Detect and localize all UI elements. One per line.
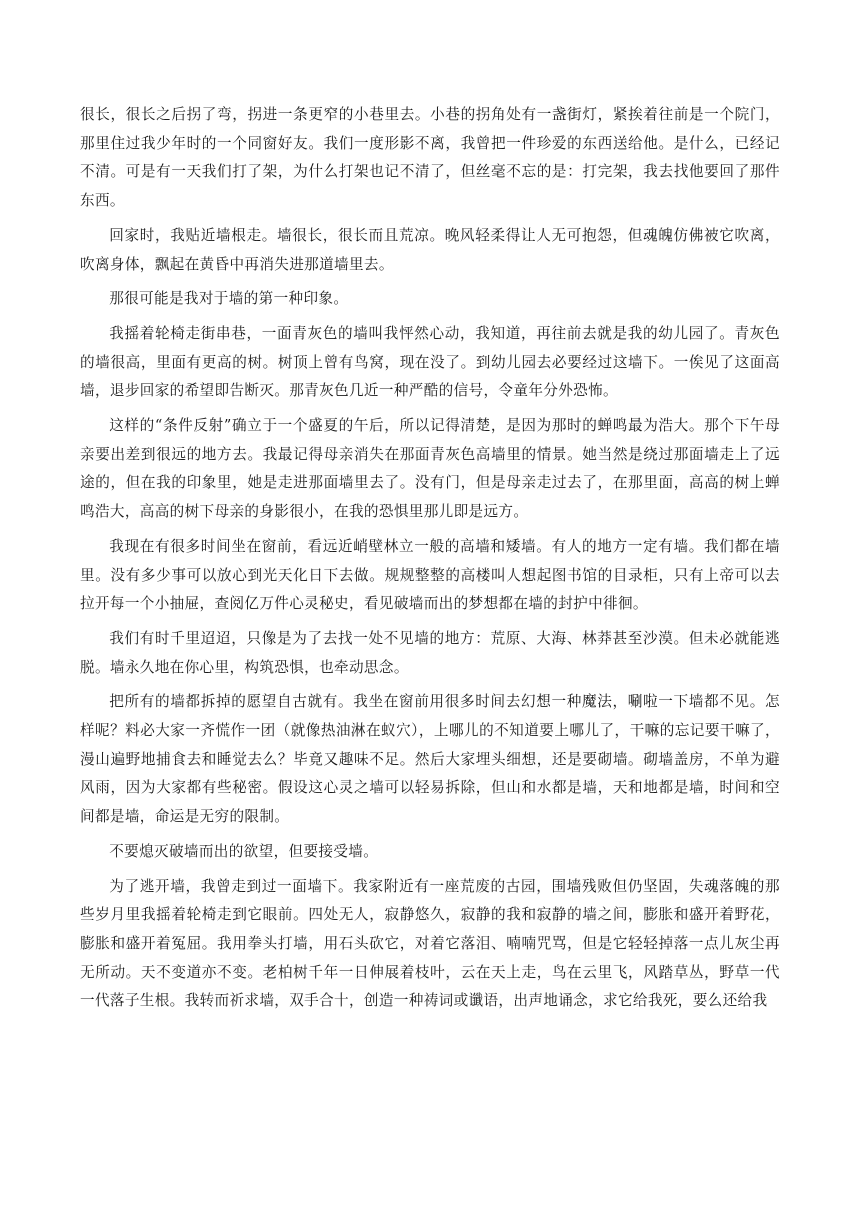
document-body — [80, 101, 780, 1022]
paragraph-3: 那很可能是我对于墙的第一种印象。 — [109, 290, 349, 308]
paragraph-1: 很长，很长之后拐了弯，拐进一条更窄的小巷里去。小巷的拐角处有一盏街灯，紧挨着往前是一个院门，那里住过我少年时的一个同窗好友。我们一度形影不离，我曾把一件珍爱的东西送给他。是什么，已经记不清。可是有一天我们打了架，为什么打架也记不清了，但丝毫不忘的是：打完架，我去找他要回了那件东西。 — [80, 106, 780, 210]
paragraph-10: 为了逃开墙，我曾走到过一面墙下。我家附近有一座荒废的古园，围墙残败但仍坚固，失魂落魄的那些岁月里我摇着轮椅走到它眼前。四处无人，寂静悠久，寂静的我和寂静的墙之间，膨胀和盛开着野花，膨胀和盛开着冤屈。我用拳头打墙，用石头砍它，对着它落泪、喃喃咒骂，但是它轻轻掉落一点儿灰尘再无所动。天不变道亦不变。老柏树千年一日伸展着枝叶，云在天上走，鸟在云里飞，风踏草丛，野草一代一代落子生根。我转而祈求墙，双手合十，创造一种祷词或谶语，出声地诵念，求它给我死，要么还给我 — [80, 877, 780, 1010]
paragraph-6: 我现在有很多时间坐在窗前，看远近峭壁林立一般的高墙和矮墙。有人的地方一定有墙。我们都在墙里。没有多少事可以放心到光天化日下去做。规规整整的高楼叫人想起图书馆的目录柜，只有上帝可以去拉开每一个小抽屉，查阅亿万件心灵秘史，看见破墙而出的梦想都在墙的封护中徘徊。 — [80, 537, 780, 613]
paragraph-4: 我摇着轮椅走街串巷，一面青灰色的墙叫我怦然心动，我知道，再往前去就是我的幼儿园了。青灰色的墙很高，里面有更高的树。树顶上曾有鸟窝，现在没了。到幼儿园去必要经过这墙下。一俟见了这面高墙，退步回家的希望即告断灭。那青灰色几近一种严酷的信号，令童年分外恐怖。 — [80, 324, 780, 400]
paragraph-7: 我们有时千里迢迢，只像是为了去找一处不见墙的地方：荒原、大海、林莽甚至沙漠。但未必就能逃脱。墙永久地在你心里，构筑恐惧，也牵动思念。 — [80, 629, 780, 676]
paragraph-8: 把所有的墙都拆掉的愿望自古就有。我坐在窗前用很多时间去幻想一种魔法，唰啦一下墙都不见。怎样呢？料必大家一齐慌作一团（就像热油淋在蚁穴），上哪儿的不知道要上哪儿了，干嘛的忘记要干嘛了，漫山遍野地捕食去和睡觉去么？毕竟又趣味不足。然后大家埋头细想，还是要砌墙。砌墙盖房，不单为避风雨，因为大家都有些秘密。假设这心灵之墙可以轻易拆除，但山和水都是墙，天和地都是墙，时间和空间都是墙，命运是无穷的限制。 — [80, 693, 780, 826]
paragraph-9: 不要熄灭破墙而出的欲望，但要接受墙。 — [109, 842, 379, 860]
paragraph-2: 回家时，我贴近墙根走。墙很长，很长而且荒凉。晚风轻柔得让人无可抱怨，但魂魄仿佛被它吹离，吹离身体，飘起在黄昏中再消失进那道墙里去。 — [80, 226, 780, 273]
paragraph-5: 这样的“条件反射”确立于一个盛夏的午后，所以记得清楚，是因为那时的蝉鸣最为浩大。那个下午母亲要出差到很远的地方去。我最记得母亲消失在那面青灰色高墙里的情景。她当然是绕过那面墙走上了远途的，但在我的印象里，她是走进那面墙里去了。没有门，但是母亲走过去了，在那里面，高高的树上蝉鸣浩大，高高的树下母亲的身影很小，在我的恐惧里那儿即是远方。 — [80, 417, 780, 521]
